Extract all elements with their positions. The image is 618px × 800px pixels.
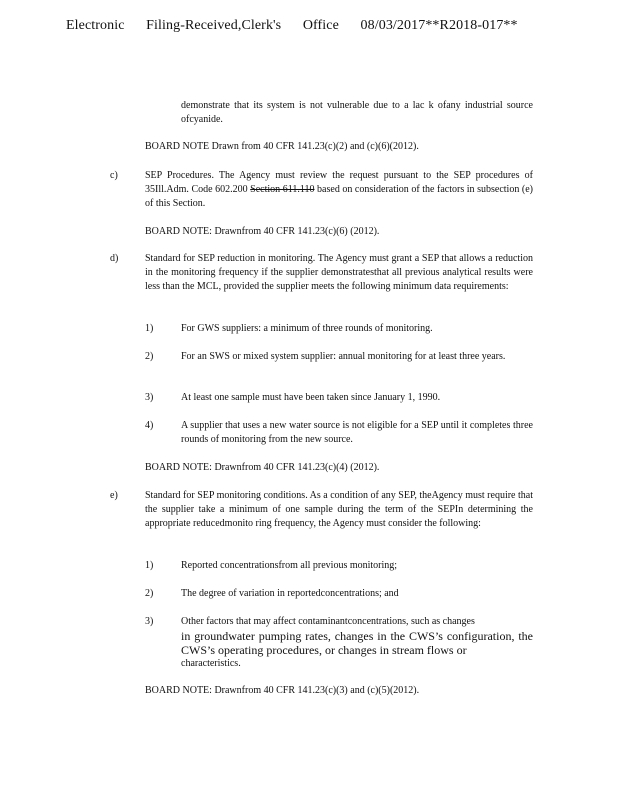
e-item-1-text: Reported concentrationsfrom all previous monitoring; xyxy=(181,560,398,571)
subsection-c-label: c) xyxy=(110,170,118,181)
e-item-3-text-b: in groundwater pumping rates, changes in the CWS’s configuration, the CWS’s operating procedures, or changes in stream flows or xyxy=(181,629,533,657)
header-electronic: Electronic xyxy=(66,18,125,33)
subsection-e-text: Standard for SEP monitoring conditions. As a condition of any SEP, theAgency must require that the supplier take a minimum of one sample during the term of the SEPIn determining the appropriate reducedmonito ring frequency, the Agency must consider the following: xyxy=(145,490,533,529)
d-item-4-num: 4) xyxy=(145,420,154,431)
header-office: Office xyxy=(302,18,339,33)
subsection-c-text xyxy=(145,169,533,211)
d-item-3-text: At least one sample must have been taken since January 1, 1990. xyxy=(181,392,441,403)
subsection-e-label: e) xyxy=(110,490,118,501)
d-item-1-num: 1) xyxy=(145,323,154,334)
e-item-3-text-a: Other factors that may affect contaminantconcentrations, such as changes xyxy=(181,616,475,627)
subsection-d-label: d) xyxy=(110,253,119,264)
subsection-c-text-pre: SEP Procedures. The Agency must review the request pursuant to the SEP procedures of 35Ill.Adm. Code 602.200 xyxy=(145,170,533,195)
e-item-1-num: 1) xyxy=(145,560,154,571)
d-item-2-num: 2) xyxy=(145,351,154,362)
e-item-2-text: The degree of variation in reportedconcentrations; and xyxy=(181,588,399,599)
filing-header xyxy=(66,18,536,34)
d-item-3-num: 3) xyxy=(145,392,154,403)
board-note-d: BOARD NOTE: Drawnfrom 40 CFR 141.23(c)(4) (2012). xyxy=(145,462,380,473)
struck-section-ref: Section 611.110 xyxy=(250,184,315,195)
e-item-3-text-c: characteristics. xyxy=(181,658,241,669)
header-filing-received: Filing-Received,Clerk's xyxy=(146,18,282,33)
d-item-4-text: A supplier that uses a new water source is not eligible for a SEP until it completes three rounds of monitoring from the new source. xyxy=(181,420,533,445)
subsection-d-text: Standard for SEP reduction in monitoring. The Agency must grant a SEP that allows a reduction in the monitoring frequency if the supplier demonstratesthat all previous analytical results were less than the MCL, provided the supplier meets the following minimum data requirements: xyxy=(145,253,533,292)
board-note-c: BOARD NOTE: Drawnfrom 40 CFR 141.23(c)(6) (2012). xyxy=(145,226,380,237)
subsection-c-text-post: based on consideration of the factors in subsection (e) of this Section. xyxy=(145,184,533,209)
board-note-b: BOARD NOTE Drawn from 40 CFR 141.23(c)(2) and (c)(6)(2012). xyxy=(145,141,419,152)
board-note-e: BOARD NOTE: Drawnfrom 40 CFR 141.23(c)(3) and (c)(5)(2012). xyxy=(145,685,420,696)
d-item-1-text: For GWS suppliers: a minimum of three rounds of monitoring. xyxy=(181,323,433,334)
e-item-3-num: 3) xyxy=(145,616,154,627)
continued-paragraph: demonstrate that its system is not vulnerable due to a lac k ofany industrial source ofcyanide. xyxy=(181,100,533,125)
d-item-2-text: For an SWS or mixed system supplier: annual monitoring for at least three years. xyxy=(181,351,506,362)
header-date-docket: 08/03/2017**R2018-017** xyxy=(360,18,518,33)
e-item-2-num: 2) xyxy=(145,588,154,599)
